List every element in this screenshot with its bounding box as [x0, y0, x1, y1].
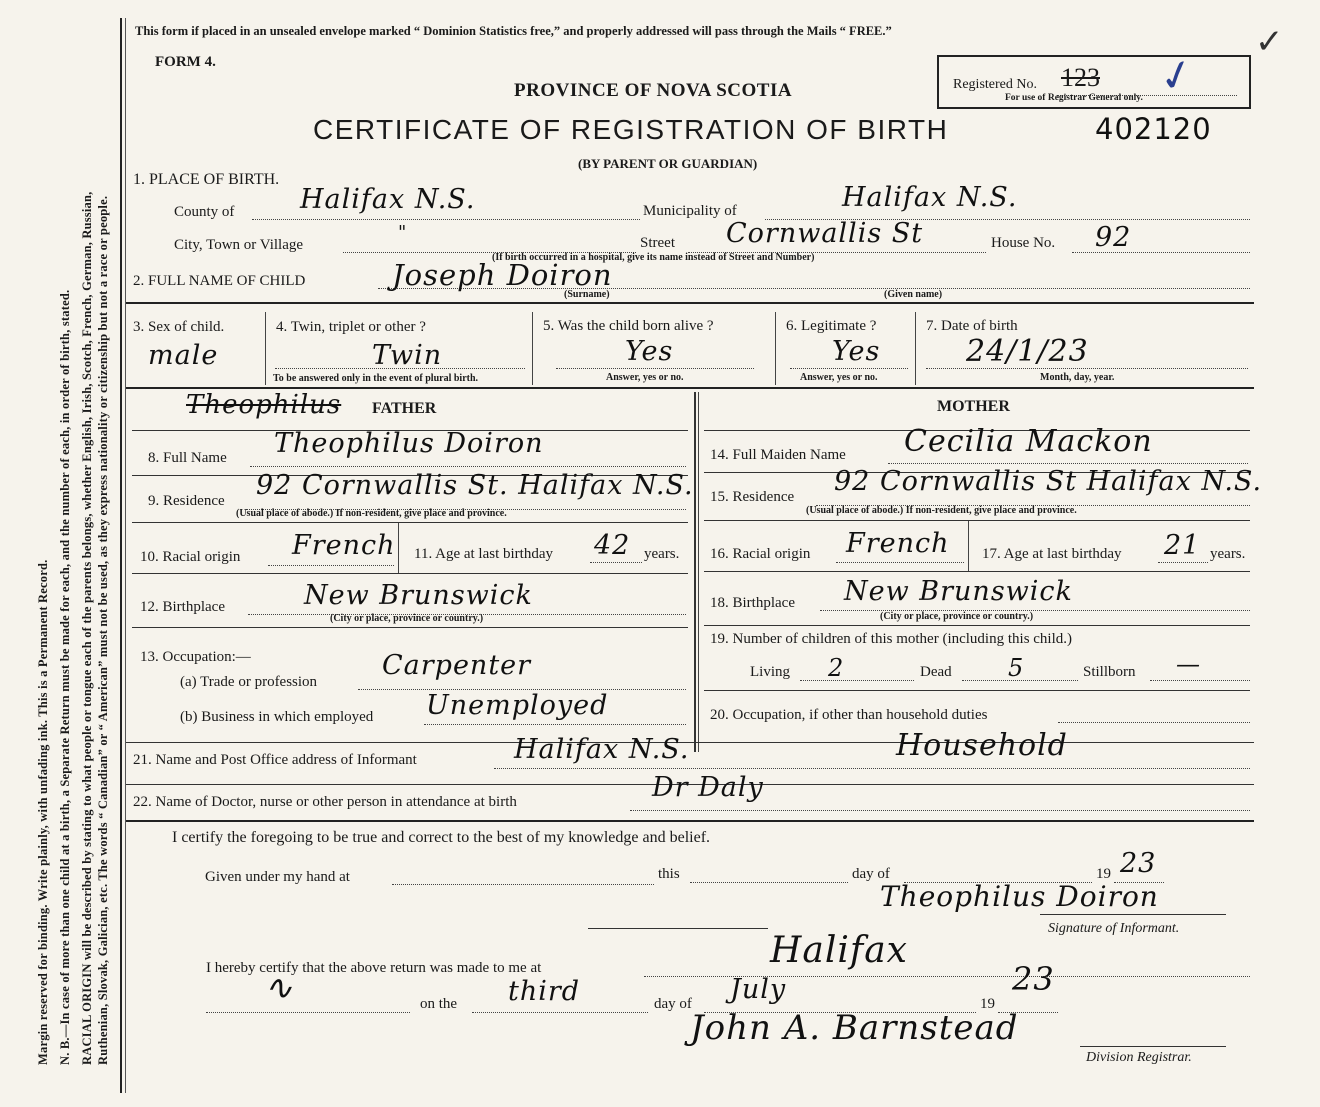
stillborn-label: Stillborn — [1083, 664, 1136, 680]
doctor-value: Dr Daly — [652, 772, 764, 803]
stillborn-value: — — [1176, 650, 1201, 678]
father-residence-value: 92 Cornwallis St. Halifax N.S. — [256, 470, 694, 501]
father-residence-label: 9. Residence — [148, 493, 225, 509]
registrar-year-value: 23 — [1012, 960, 1055, 998]
cert-year-value: 23 — [1120, 848, 1157, 879]
mother-residence-value: 92 Cornwallis St Halifax N.S. — [834, 466, 1263, 497]
living-label: Living — [750, 664, 790, 680]
legitimate-note: Answer, yes or no. — [800, 372, 878, 383]
mother-residence-note: (Usual place of abode.) If non-resident, give place and province. — [806, 505, 1077, 516]
blue-check-icon: ✓ — [1153, 47, 1200, 104]
registrar-day-of-label: day of — [654, 996, 692, 1012]
twin-note: To be answered only in the event of plural birth. — [273, 373, 479, 384]
date-of-birth-note: Month, day, year. — [1040, 372, 1115, 383]
registered-number-box — [937, 47, 1251, 109]
subtitle: (BY PARENT OR GUARDIAN) — [578, 156, 758, 171]
mother-heading: MOTHER — [937, 398, 1010, 415]
father-age-unit: years. — [644, 546, 680, 562]
father-name-label: 8. Full Name — [148, 450, 227, 466]
informant-signature: Theophilus Doiron — [880, 880, 1159, 913]
mother-residence-label: 15. Residence — [710, 489, 795, 505]
trade-label: (a) Trade or profession — [180, 674, 318, 690]
municipality-label: Municipality of — [643, 203, 737, 219]
registered-value: 123 — [1061, 63, 1100, 92]
check-mark-icon: ✓ — [1255, 22, 1284, 62]
father-racial-value: French — [292, 530, 396, 561]
father-age-value: 42 — [594, 530, 631, 561]
registrar-month-value: July — [730, 974, 787, 1005]
street-label: Street — [640, 235, 675, 251]
city-label: City, Town or Village — [174, 237, 304, 253]
father-birthplace-value: New Brunswick — [304, 580, 533, 611]
child-name-value: Joseph Doiron — [392, 258, 613, 292]
on-the-label: on the — [420, 996, 458, 1012]
certificate-number: 402120 — [1095, 112, 1212, 146]
registrar-signature: John A. Barnstead — [690, 1008, 1019, 1048]
house-number-label: House No. — [991, 235, 1056, 251]
mother-age-value: 21 — [1164, 530, 1201, 561]
mother-occupation-label: 20. Occupation, if other than household duties — [710, 707, 988, 723]
child-name-label: 2. FULL NAME OF CHILD — [133, 273, 306, 289]
cert-year-prefix: 19 — [1096, 866, 1111, 882]
born-alive-value: Yes — [625, 336, 674, 367]
mother-birthplace-value: New Brunswick — [844, 576, 1073, 607]
hospital-note: (If birth occurred in a hospital, give its name instead of Street and Number) — [492, 252, 815, 263]
margin-note-line-3: RACIAL ORIGIN will be described by stating to what people or tongue each of the parents belongs, whether English, Irish, Scotch, French, German, Russian, — [80, 191, 94, 1065]
municipality-value: Halifax N.S. — [842, 182, 1018, 213]
province-heading: PROVINCE OF NOVA SCOTIA — [514, 80, 793, 101]
registrar-initial-scribble: ∿ — [264, 968, 294, 1008]
mother-occupation-value: Household — [896, 728, 1068, 763]
struck-father-name: Theophilus — [186, 390, 342, 420]
business-value: Unemployed — [426, 690, 609, 721]
living-value: 2 — [828, 654, 845, 682]
given-name-note: (Given name) — [884, 289, 943, 300]
legitimate-value: Yes — [832, 336, 881, 367]
given-under-label: Given under my hand at — [205, 869, 350, 885]
registrar-statement: I hereby certify that the above return was made to me at — [206, 960, 542, 976]
place-of-birth-heading: 1. PLACE OF BIRTH. — [133, 171, 280, 188]
registrar-place-value: Halifax — [770, 930, 908, 971]
binding-margin-notes — [0, 0, 118, 1107]
margin-rule-inner — [125, 18, 126, 1093]
mother-age-label: 17. Age at last birthday — [982, 546, 1122, 562]
date-of-birth-value: 24/1/23 — [966, 334, 1089, 369]
doctor-label: 22. Name of Doctor, nurse or other person in attendance at birth — [133, 794, 517, 810]
mail-notice: This form if placed in an unsealed envelope marked “ Dominion Statistics free,” and properly addressed will pass through the Mails “ FREE.” — [135, 24, 892, 38]
registrar-day-value: third — [508, 976, 581, 1007]
certification-statement: I certify the foregoing to be true and correct to the best of my knowledge and belief. — [172, 829, 711, 846]
street-value: Cornwallis St — [726, 218, 924, 249]
this-label: this — [658, 866, 680, 882]
registrar-use-note: For use of Registrar General only. — [1005, 93, 1143, 103]
children-count-label: 19. Number of children of this mother (including this child.) — [710, 631, 1073, 647]
twin-value: Twin — [372, 340, 443, 371]
house-number-value: 92 — [1095, 222, 1132, 253]
business-label: (b) Business in which employed — [180, 709, 374, 725]
mother-racial-value: French — [846, 528, 950, 559]
date-of-birth-label: 7. Date of birth — [926, 318, 1018, 334]
mother-birthplace-label: 18. Birthplace — [710, 595, 795, 611]
dead-value: 5 — [1008, 654, 1025, 682]
day-of-label: day of — [852, 866, 890, 882]
registrar-signature-label: Division Registrar. — [1086, 1050, 1192, 1065]
margin-note-line-4: Ruthenian, Slovak, Galician, etc. The words “ Canadian” or “ American” must not be used, as they express nationality or citizenship but not a race or people. — [96, 195, 110, 1065]
registrar-year-prefix: 19 — [980, 996, 995, 1012]
county-label: County of — [174, 204, 235, 220]
margin-note-line-2: N. B.—In case of more than one child at a birth, a Separate Return must be made for each, and the number of each, in order of birth, stated. — [58, 289, 72, 1065]
surname-note: (Surname) — [564, 289, 610, 300]
father-heading: FATHER — [372, 400, 437, 417]
father-racial-label: 10. Racial origin — [140, 549, 241, 565]
mother-age-unit: years. — [1210, 546, 1246, 562]
mother-name-value: Cecilia Mackon — [904, 424, 1153, 459]
informant-label: 21. Name and Post Office address of Informant — [133, 752, 417, 768]
mother-name-label: 14. Full Maiden Name — [710, 447, 846, 463]
informant-signature-label: Signature of Informant. — [1048, 921, 1180, 936]
father-residence-note: (Usual place of abode.) If non-resident, give place and province. — [236, 508, 507, 519]
twin-label: 4. Twin, triplet or other ? — [276, 319, 426, 335]
father-occupation-label: 13. Occupation:— — [140, 649, 251, 665]
informant-value: Halifax N.S. — [514, 734, 690, 765]
born-alive-note: Answer, yes or no. — [606, 372, 684, 383]
mother-racial-label: 16. Racial origin — [710, 546, 811, 562]
legitimate-label: 6. Legitimate ? — [786, 318, 877, 334]
mother-birthplace-note: (City or place, province or country.) — [880, 611, 1034, 622]
father-age-label: 11. Age at last birthday — [414, 546, 553, 562]
margin-rule — [120, 18, 122, 1093]
form-number: FORM 4. — [155, 54, 216, 70]
county-value: Halifax N.S. — [300, 184, 476, 215]
margin-note-line-1: Margin reserved for binding. Write plainly, with unfading ink. This is a Permanent Record. — [36, 559, 50, 1065]
born-alive-label: 5. Was the child born alive ? — [543, 318, 714, 334]
registered-label: Registered No. — [953, 77, 1037, 92]
sex-value: male — [148, 340, 219, 371]
father-birthplace-note: (City or place, province or country.) — [330, 613, 484, 624]
sex-label: 3. Sex of child. — [133, 319, 225, 335]
page-title: CERTIFICATE OF REGISTRATION OF BIRTH — [313, 114, 949, 145]
father-name-value: Theophilus Doiron — [274, 428, 544, 459]
city-value: " — [398, 222, 408, 243]
father-birthplace-label: 12. Birthplace — [140, 599, 225, 615]
trade-value: Carpenter — [382, 650, 532, 681]
dead-label: Dead — [920, 664, 952, 680]
